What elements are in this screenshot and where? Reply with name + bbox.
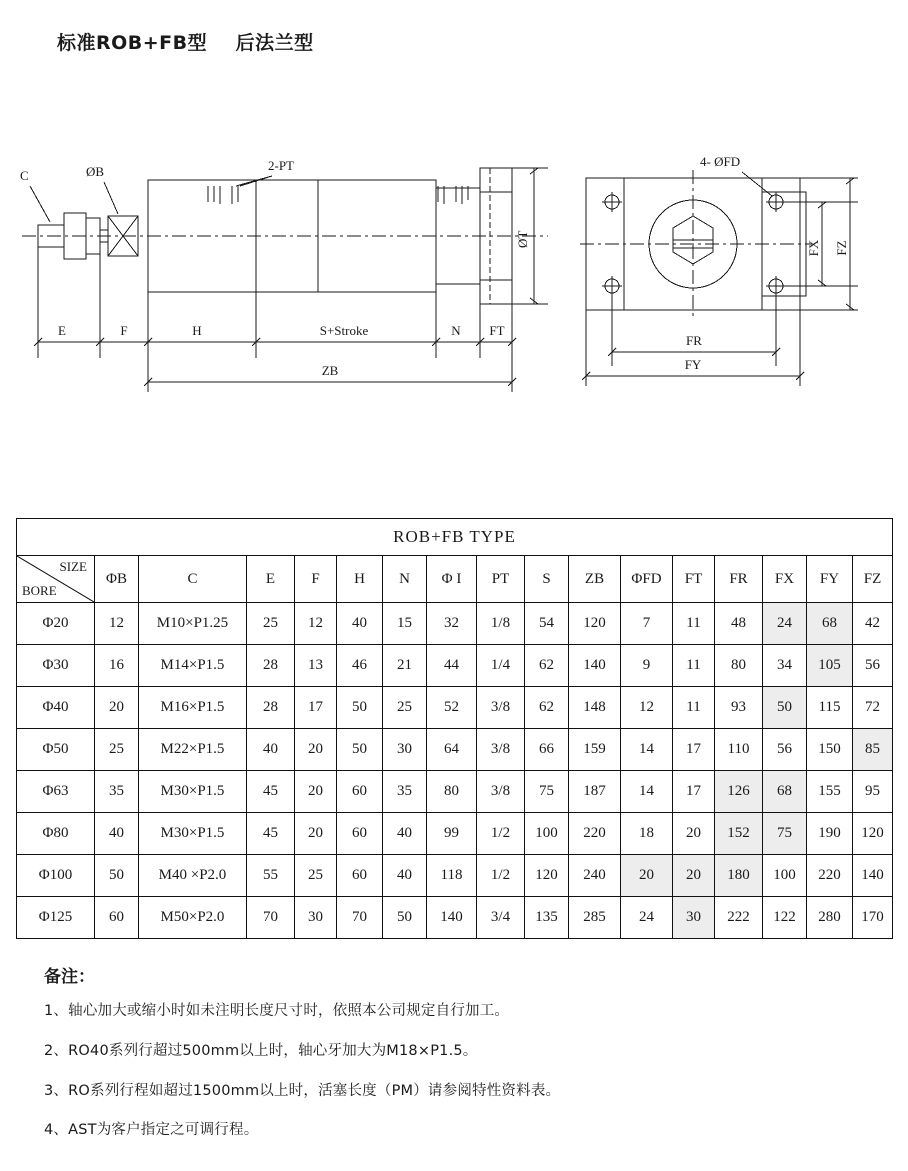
cell-f: 17 (295, 687, 337, 729)
cell-i: 44 (427, 645, 477, 687)
cell-zb: 148 (569, 687, 621, 729)
cell-e: 28 (247, 687, 295, 729)
cell-fr: 93 (715, 687, 763, 729)
cell-fy: 155 (807, 771, 853, 813)
row-bore: Φ80 (17, 813, 95, 855)
col-header-f: F (295, 556, 337, 603)
note-item: 1、轴心加大或缩小时如未注明长度尺寸时，依照本公司规定自行加工。 (44, 1003, 510, 1019)
cell-zb: 220 (569, 813, 621, 855)
cell-fr: 126 (715, 771, 763, 813)
notes-section (44, 962, 864, 1160)
cell-fd: 18 (621, 813, 673, 855)
table-row (17, 645, 893, 687)
cell-i: 140 (427, 897, 477, 939)
cell-fx: 75 (763, 813, 807, 855)
table-row (17, 813, 893, 855)
cell-fx: 50 (763, 687, 807, 729)
cell-h: 60 (337, 813, 383, 855)
cell-zb: 285 (569, 897, 621, 939)
cell-zb: 140 (569, 645, 621, 687)
cell-fr: 110 (715, 729, 763, 771)
cell-h: 60 (337, 771, 383, 813)
cell-c: M16×P1.5 (139, 687, 247, 729)
cell-fr: 80 (715, 645, 763, 687)
cell-s: 135 (525, 897, 569, 939)
cell-f: 12 (295, 603, 337, 645)
cell-fd: 24 (621, 897, 673, 939)
cell-fd: 20 (621, 855, 673, 897)
cell-fr: 152 (715, 813, 763, 855)
page-title: 标准ROB+FB型 后法兰型 (57, 32, 314, 54)
cell-fz: 95 (853, 771, 893, 813)
cell-s: 120 (525, 855, 569, 897)
cell-zb: 240 (569, 855, 621, 897)
drawing-label-2pt: 2-PT (268, 158, 294, 173)
table-row (17, 729, 893, 771)
col-header-fd: ΦFD (621, 556, 673, 603)
cell-ft: 11 (673, 645, 715, 687)
cell-f: 13 (295, 645, 337, 687)
cell-s: 75 (525, 771, 569, 813)
cell-fd: 7 (621, 603, 673, 645)
cell-zb: 187 (569, 771, 621, 813)
row-bore: Φ63 (17, 771, 95, 813)
table-row (17, 687, 893, 729)
cell-pt: 1/4 (477, 645, 525, 687)
cell-fy: 115 (807, 687, 853, 729)
cell-h: 46 (337, 645, 383, 687)
cell-fz: 42 (853, 603, 893, 645)
cell-c: M22×P1.5 (139, 729, 247, 771)
cell-c: M30×P1.5 (139, 771, 247, 813)
col-header-fy: FY (807, 556, 853, 603)
col-header-ft: FT (673, 556, 715, 603)
col-header-b: ΦB (95, 556, 139, 603)
cell-f: 25 (295, 855, 337, 897)
cell-e: 25 (247, 603, 295, 645)
cell-ft: 11 (673, 603, 715, 645)
cell-i: 118 (427, 855, 477, 897)
cell-pt: 3/8 (477, 771, 525, 813)
row-bore: Φ40 (17, 687, 95, 729)
cell-b: 50 (95, 855, 139, 897)
drawing-label-n: N (451, 323, 461, 338)
cell-n: 50 (383, 897, 427, 939)
cell-fz: 56 (853, 645, 893, 687)
cell-fx: 100 (763, 855, 807, 897)
cell-h: 60 (337, 855, 383, 897)
cell-i: 64 (427, 729, 477, 771)
cell-e: 45 (247, 813, 295, 855)
cell-ft: 30 (673, 897, 715, 939)
cell-ft: 20 (673, 855, 715, 897)
cell-s: 62 (525, 645, 569, 687)
cell-e: 45 (247, 771, 295, 813)
cell-f: 20 (295, 771, 337, 813)
corner-bore-label: BORE (22, 583, 57, 598)
table-row (17, 855, 893, 897)
cell-fy: 220 (807, 855, 853, 897)
note-item: 2、RO40系列行超过500mm以上时，轴心牙加大为M18×P1.5。 (44, 1042, 478, 1059)
cell-fr: 222 (715, 897, 763, 939)
cell-e: 28 (247, 645, 295, 687)
cell-fz: 120 (853, 813, 893, 855)
row-bore: Φ100 (17, 855, 95, 897)
drawing-label-s-stroke: S+Stroke (319, 323, 369, 338)
drawing-label-fx: FX (806, 239, 821, 257)
cell-fx: 122 (763, 897, 807, 939)
cell-zb: 120 (569, 603, 621, 645)
cell-ft: 17 (673, 729, 715, 771)
cell-c: M10×P1.25 (139, 603, 247, 645)
note-item: 3、RO系列行程如超过1500mm以上时，活塞长度（PM）请参阅特性资料表。 (44, 1082, 561, 1099)
cell-ft: 17 (673, 771, 715, 813)
cell-f: 30 (295, 897, 337, 939)
cell-i: 80 (427, 771, 477, 813)
cell-n: 35 (383, 771, 427, 813)
cell-b: 35 (95, 771, 139, 813)
cell-fy: 68 (807, 603, 853, 645)
col-header-fr: FR (715, 556, 763, 603)
cell-c: M50×P2.0 (139, 897, 247, 939)
cell-h: 40 (337, 603, 383, 645)
cell-fd: 12 (621, 687, 673, 729)
cell-fy: 150 (807, 729, 853, 771)
table-corner-header (17, 556, 95, 603)
cell-pt: 3/4 (477, 897, 525, 939)
cell-c: M40 ×P2.0 (139, 855, 247, 897)
cell-pt: 1/2 (477, 813, 525, 855)
cell-fx: 56 (763, 729, 807, 771)
cell-ft: 11 (673, 687, 715, 729)
cell-fx: 68 (763, 771, 807, 813)
cell-fz: 85 (853, 729, 893, 771)
drawing-label-zb: ZB (321, 363, 339, 378)
drawing-label-ob: ØB (86, 164, 105, 179)
cell-i: 99 (427, 813, 477, 855)
drawing-label-4ofd: 4- ØFD (700, 154, 741, 169)
cell-fd: 14 (621, 729, 673, 771)
drawing-label-e: E (58, 323, 66, 338)
cell-c: M14×P1.5 (139, 645, 247, 687)
col-header-i: Φ I (427, 556, 477, 603)
table-row (17, 897, 893, 939)
technical-drawing (0, 130, 908, 470)
cell-n: 25 (383, 687, 427, 729)
table-row (17, 603, 893, 645)
col-header-n: N (383, 556, 427, 603)
col-header-fz: FZ (853, 556, 893, 603)
cell-fy: 190 (807, 813, 853, 855)
col-header-c: C (139, 556, 247, 603)
cell-h: 50 (337, 729, 383, 771)
cell-n: 15 (383, 603, 427, 645)
drawing-label-fz: FZ (834, 240, 849, 256)
cell-b: 12 (95, 603, 139, 645)
cell-s: 54 (525, 603, 569, 645)
col-header-zb: ZB (569, 556, 621, 603)
cell-i: 32 (427, 603, 477, 645)
spec-table (16, 518, 893, 939)
cell-zb: 159 (569, 729, 621, 771)
corner-size-label: SIZE (59, 559, 87, 574)
cell-pt: 3/8 (477, 729, 525, 771)
col-header-h: H (337, 556, 383, 603)
cell-e: 55 (247, 855, 295, 897)
cell-fy: 280 (807, 897, 853, 939)
row-bore: Φ20 (17, 603, 95, 645)
cell-fz: 170 (853, 897, 893, 939)
cell-b: 20 (95, 687, 139, 729)
notes-title: 备注： (44, 967, 95, 987)
col-header-s: S (525, 556, 569, 603)
drawing-label-fy: FY (684, 357, 702, 372)
cell-b: 60 (95, 897, 139, 939)
cell-h: 70 (337, 897, 383, 939)
drawing-label-fr: FR (686, 333, 702, 348)
cell-s: 66 (525, 729, 569, 771)
drawing-label-ft: FT (489, 323, 505, 338)
cell-e: 40 (247, 729, 295, 771)
table-row (17, 771, 893, 813)
cell-s: 100 (525, 813, 569, 855)
col-header-e: E (247, 556, 295, 603)
cell-fr: 180 (715, 855, 763, 897)
drawing-label-c: C (20, 168, 29, 183)
row-bore: Φ30 (17, 645, 95, 687)
cell-n: 40 (383, 855, 427, 897)
cell-e: 70 (247, 897, 295, 939)
note-item: 4、AST为客户指定之可调行程。 (44, 1122, 259, 1139)
cell-b: 16 (95, 645, 139, 687)
cell-fz: 140 (853, 855, 893, 897)
cell-fy: 105 (807, 645, 853, 687)
cell-n: 21 (383, 645, 427, 687)
cell-n: 40 (383, 813, 427, 855)
spec-table-wrapper (16, 518, 892, 939)
cell-h: 50 (337, 687, 383, 729)
cell-i: 52 (427, 687, 477, 729)
drawing-label-ot: ØT (515, 230, 530, 248)
drawing-label-f: F (120, 323, 128, 338)
cell-n: 30 (383, 729, 427, 771)
cell-b: 40 (95, 813, 139, 855)
row-bore: Φ125 (17, 897, 95, 939)
cell-fx: 24 (763, 603, 807, 645)
cell-b: 25 (95, 729, 139, 771)
col-header-pt: PT (477, 556, 525, 603)
cell-fx: 34 (763, 645, 807, 687)
cell-f: 20 (295, 813, 337, 855)
cell-fr: 48 (715, 603, 763, 645)
cell-fz: 72 (853, 687, 893, 729)
cell-c: M30×P1.5 (139, 813, 247, 855)
row-bore: Φ50 (17, 729, 95, 771)
table-title: ROB+FB TYPE (17, 519, 893, 556)
col-header-fx: FX (763, 556, 807, 603)
cell-pt: 1/2 (477, 855, 525, 897)
drawing-label-h: H (192, 323, 202, 338)
cell-pt: 1/8 (477, 603, 525, 645)
cell-fd: 9 (621, 645, 673, 687)
cell-ft: 20 (673, 813, 715, 855)
cell-pt: 3/8 (477, 687, 525, 729)
cell-fd: 14 (621, 771, 673, 813)
cell-s: 62 (525, 687, 569, 729)
cell-f: 20 (295, 729, 337, 771)
